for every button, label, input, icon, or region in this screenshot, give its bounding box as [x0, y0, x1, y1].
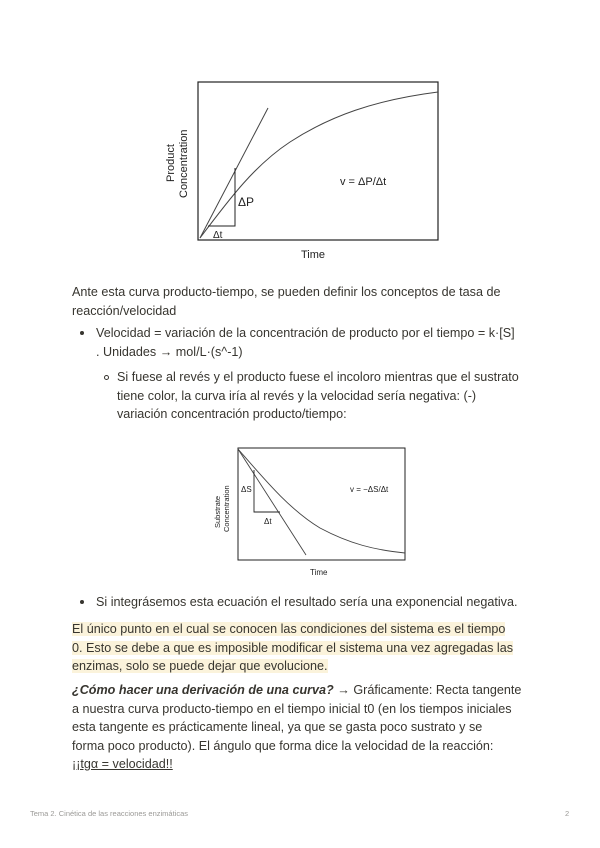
- derivation-line3: esta tangente es prácticamente lineal, ya que se gasta poco sustrato y se: [72, 720, 483, 734]
- derivation-paragraph: [72, 681, 542, 774]
- plot-frame: [198, 82, 438, 240]
- derivation-question: ¿Cómo hacer una derivación de una curva?: [72, 683, 334, 697]
- bullet-dot-1: [80, 331, 84, 335]
- highlight-line1: El único punto en el cual se conocen las condiciones del sistema es el tiempo: [72, 622, 506, 636]
- highlighted-paragraph: [72, 620, 542, 676]
- bullet-velocity-line2: . Unidades → mol/L·(s^-1): [96, 344, 243, 359]
- subbullet-line3: variación concentración producto/tiempo:: [117, 407, 347, 421]
- delta-s-label: ΔS: [241, 485, 252, 494]
- formula-label-2: v = −ΔS/Δt: [350, 485, 389, 494]
- bullet-velocity-line1: Velocidad = variación de la concentración de producto por el tiempo = k·[S]: [96, 326, 515, 340]
- y-axis-label-2b: Concentration: [222, 485, 231, 532]
- footer-title: Tema 2. Cinética de las reacciones enzimáticas: [30, 809, 188, 818]
- subbullet-line2: tiene color, la curva iría al revés y la velocidad sería negativa: (-): [117, 388, 477, 403]
- x-axis-label-2: Time: [310, 568, 328, 577]
- delta-t-label: Δt: [213, 230, 223, 241]
- highlight-line3: enzimas, solo se puede dejar que evolucione.: [72, 659, 328, 673]
- tangent-line-2: [238, 449, 306, 555]
- intro-paragraph: Ante esta curva producto-tiempo, se pueden definir los conceptos de tasa de reacción/velocidad: [72, 285, 501, 318]
- bullet-integration: Si integrásemos esta ecuación el resultado sería una exponencial negativa.: [96, 595, 518, 609]
- tangent-line: [200, 108, 268, 238]
- bullet-dot-2: [80, 600, 84, 604]
- formula-label: v = ΔP/Δt: [340, 176, 387, 188]
- delta-p-label: ΔP: [238, 195, 255, 209]
- y-axis-label-2: Concentration: [178, 129, 190, 198]
- derivation-line5: ¡¡tgα = velocidad!!: [72, 757, 173, 771]
- y-axis-label-1: Product: [165, 144, 177, 182]
- substrate-time-figure: [210, 440, 420, 580]
- product-time-figure: [160, 70, 460, 270]
- subbullet-ring: [104, 375, 109, 380]
- substrate-curve: [238, 449, 405, 553]
- x-axis-label: Time: [301, 249, 326, 261]
- derivation-line2: a nuestra curva producto-tiempo en el tiempo inicial t0 (en los tiempos iniciales: [72, 701, 512, 716]
- delta-t-label-2: Δt: [264, 517, 272, 526]
- derivation-line4: forma poco producto). El ángulo que forma dice la velocidad de la reacción:: [72, 738, 494, 753]
- plot-frame-2: [238, 448, 405, 560]
- derivation-line1: → Gráficamente: Recta tangente: [333, 683, 522, 697]
- product-curve: [200, 92, 438, 238]
- bullet-velocity: [96, 324, 536, 361]
- y-axis-label-2a: Substrate: [213, 495, 222, 528]
- subbullet-reverse: [117, 368, 537, 424]
- highlight-line2: 0. Esto se debe a que es imposible modificar el sistema una vez agregadas las: [72, 640, 514, 655]
- subbullet-line1: Si fuese al revés y el producto fuese el incoloro mientras que el sustrato: [117, 370, 519, 384]
- page-number: 2: [565, 809, 570, 818]
